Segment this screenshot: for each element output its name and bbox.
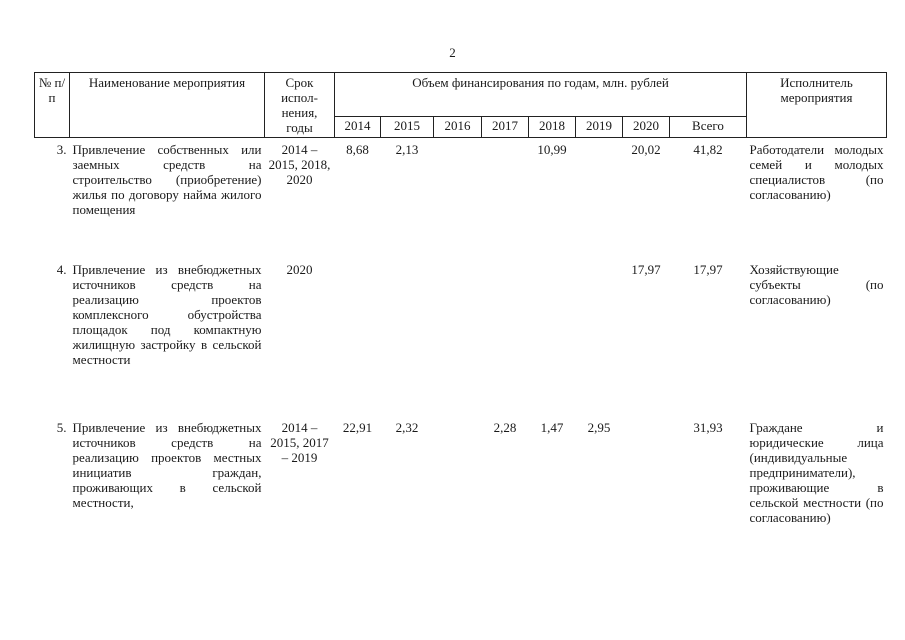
row-term: 2014 – 2015, 2018, 2020 bbox=[268, 142, 331, 187]
header-num: № п/п bbox=[35, 73, 70, 138]
table-row bbox=[35, 138, 887, 261]
row-value bbox=[434, 418, 482, 540]
row-value: 2,32 bbox=[395, 420, 419, 435]
header-row bbox=[35, 73, 887, 117]
row-value: 17,97 bbox=[631, 262, 661, 277]
row-name: Привлечение из внебюджетных источников средств на реализацию проектов местных инициатив граждан, проживающих в сельской местности, bbox=[72, 420, 262, 510]
row-value: 1,47 bbox=[540, 420, 564, 435]
row-value bbox=[623, 418, 670, 540]
header-year: 2019 bbox=[576, 117, 623, 138]
row-value: 10,99 bbox=[537, 142, 567, 157]
header-name: Наименование мероприятия bbox=[70, 73, 265, 138]
row-term: 2020 bbox=[286, 262, 313, 277]
row-name: Привлечение собственных или заемных средств на строительство (приобретение) жилья по договору найма жилого помещения bbox=[72, 142, 262, 217]
row-value: 22,91 bbox=[342, 420, 373, 435]
row-value bbox=[381, 260, 434, 418]
header-year: 2017 bbox=[482, 117, 529, 138]
table-row bbox=[35, 418, 887, 540]
row-value: 2,13 bbox=[395, 142, 419, 157]
header-year: 2014 bbox=[335, 117, 381, 138]
row-value bbox=[576, 138, 623, 261]
row-num: 3. bbox=[56, 142, 67, 157]
row-value bbox=[434, 260, 482, 418]
table-row bbox=[35, 260, 887, 418]
row-total: 17,97 bbox=[693, 262, 723, 277]
row-value bbox=[335, 260, 381, 418]
row-num: 5. bbox=[56, 420, 67, 435]
row-total: 31,93 bbox=[693, 420, 723, 435]
header-year: 2016 bbox=[434, 117, 482, 138]
header-executor: Исполнитель мероприятия bbox=[747, 73, 887, 138]
row-num: 4. bbox=[56, 262, 67, 277]
row-executor: Граждане и юридические лица (индивидуальные предприниматели), проживающие в сельской местности (по согласованию) bbox=[749, 420, 884, 525]
financing-table bbox=[34, 72, 887, 540]
row-value: 2,28 bbox=[493, 420, 517, 435]
row-value: 20,02 bbox=[631, 142, 661, 157]
row-name: Привлечение из внебюджетных источников средств на реализацию проектов комплексного обустройства площадок под компактную жилищную застройку в сельской местности bbox=[72, 262, 262, 367]
row-value bbox=[529, 260, 576, 418]
row-total: 41,82 bbox=[693, 142, 723, 157]
header-year: 2015 bbox=[381, 117, 434, 138]
row-value bbox=[482, 138, 529, 261]
row-executor: Хозяйствующие субъекты (по согласованию) bbox=[749, 262, 884, 307]
page-number: 2 bbox=[449, 45, 456, 60]
header-financing: Объем финансирования по годам, млн. рублей bbox=[335, 73, 747, 117]
header-total: Всего bbox=[670, 117, 747, 138]
row-value: 2,95 bbox=[587, 420, 611, 435]
row-value bbox=[482, 260, 529, 418]
header-term: Срок испол-нения, годы bbox=[265, 73, 335, 138]
row-value bbox=[434, 138, 482, 261]
header-year: 2020 bbox=[623, 117, 670, 138]
row-executor: Работодатели молодых семей и молодых специалистов (по согласованию) bbox=[749, 142, 884, 202]
row-value bbox=[576, 260, 623, 418]
row-value: 8,68 bbox=[346, 142, 369, 157]
header-year: 2018 bbox=[529, 117, 576, 138]
row-term: 2014 – 2015, 2017 – 2019 bbox=[270, 420, 329, 465]
